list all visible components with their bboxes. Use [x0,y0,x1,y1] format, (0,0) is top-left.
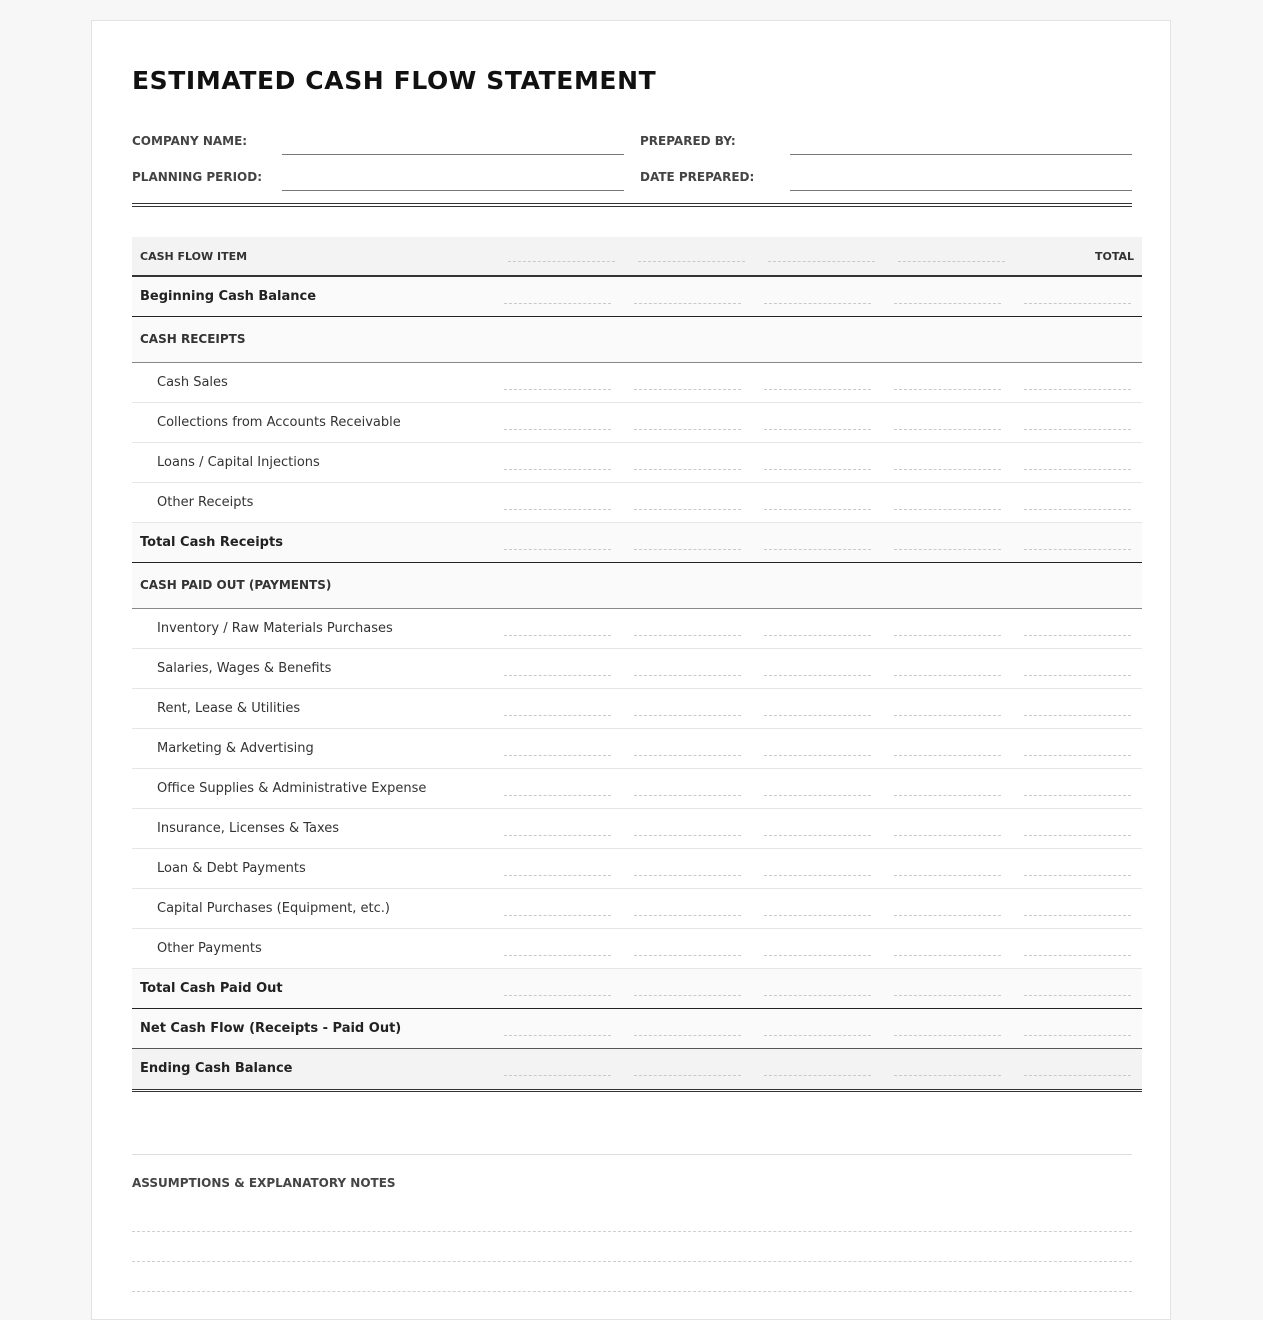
amount-cell[interactable] [752,482,882,522]
amount-cell[interactable] [492,768,622,808]
row-label: Salaries, Wages & Benefits [157,660,332,676]
amount-cell[interactable] [492,928,622,968]
company-name-line[interactable] [282,154,624,155]
total-cell[interactable] [1012,608,1142,648]
period-header[interactable] [752,237,882,276]
amount-cell[interactable] [882,402,1012,442]
table-row [132,482,1142,522]
row-label: Other Payments [157,940,262,956]
amount-cell[interactable] [622,688,752,728]
amount-cell[interactable] [882,728,1012,768]
row-label: Marketing & Advertising [157,740,314,756]
amount-cell[interactable] [492,442,622,482]
amount-cell[interactable] [492,276,622,316]
section-label: CASH PAID OUT (PAYMENTS) [140,578,332,592]
total-cell[interactable] [1012,522,1142,562]
amount-cell[interactable] [492,362,622,402]
amount-cell[interactable] [492,1008,622,1048]
amount-cell[interactable] [622,728,752,768]
planning-period-field[interactable] [132,164,624,184]
table-row [132,608,1142,648]
amount-cell[interactable] [622,648,752,688]
amount-cell[interactable] [752,648,882,688]
amount-cell[interactable] [492,482,622,522]
amount-cell[interactable] [492,888,622,928]
period-header[interactable] [492,237,622,276]
net-cash-flow-row [132,1008,1142,1048]
amount-cell[interactable] [622,888,752,928]
amount-cell[interactable] [882,848,1012,888]
amount-cell[interactable] [882,808,1012,848]
amount-cell[interactable] [622,362,752,402]
cash-flow-table [132,237,1142,1092]
amount-cell[interactable] [752,402,882,442]
amount-cell[interactable] [622,808,752,848]
date-prepared-label: DATE PREPARED: [640,170,755,184]
amount-cell[interactable] [492,848,622,888]
total-cell[interactable] [1012,968,1142,1008]
amount-cell[interactable] [882,522,1012,562]
row-label: Rent, Lease & Utilities [157,700,301,716]
amount-cell[interactable] [752,276,882,316]
date-prepared-line[interactable] [790,190,1132,191]
total-cell[interactable] [1012,768,1142,808]
amount-cell[interactable] [882,276,1012,316]
total-cell[interactable] [1012,688,1142,728]
amount-cell[interactable] [492,1048,622,1090]
total-cell[interactable] [1012,808,1142,848]
header-divider [132,203,1132,207]
row-label: Beginning Cash Balance [140,288,317,304]
document-page [91,20,1171,1320]
table-row [132,768,1142,808]
table-header-row [132,237,1142,276]
row-label: Loans / Capital Injections [157,454,320,470]
period-header[interactable] [622,237,752,276]
amount-cell[interactable] [882,482,1012,522]
amount-cell[interactable] [752,968,882,1008]
table-row [132,648,1142,688]
amount-cell[interactable] [882,928,1012,968]
notes-divider [132,1154,1132,1155]
row-label: Insurance, Licenses & Taxes [157,820,340,836]
amount-cell[interactable] [882,1008,1012,1048]
total-cell[interactable] [1012,362,1142,402]
amount-cell[interactable] [622,928,752,968]
notes-title: ASSUMPTIONS & EXPLANATORY NOTES [132,1176,396,1190]
amount-cell[interactable] [752,768,882,808]
amount-cell[interactable] [752,1008,882,1048]
section-label: CASH RECEIPTS [140,332,246,346]
total-cell[interactable] [1012,648,1142,688]
table-row [132,728,1142,768]
period-header[interactable] [882,237,1012,276]
table-row [132,888,1142,928]
amount-cell[interactable] [752,888,882,928]
note-line[interactable] [132,1291,1132,1292]
amount-cell[interactable] [752,728,882,768]
row-label: Cash Sales [157,374,228,390]
total-cell[interactable] [1012,276,1142,316]
row-label: Office Supplies & Administrative Expense [157,780,427,796]
prepared-by-field[interactable] [640,128,1132,148]
amount-cell[interactable] [622,848,752,888]
total-cell[interactable] [1012,1048,1142,1090]
amount-cell[interactable] [752,848,882,888]
total-receipts-row [132,522,1142,562]
amount-cell[interactable] [492,728,622,768]
row-label: Capital Purchases (Equipment, etc.) [157,900,391,916]
amount-cell[interactable] [622,608,752,648]
beginning-balance-row [132,276,1142,316]
amount-cell[interactable] [492,808,622,848]
prepared-by-label: PREPARED BY: [640,134,736,148]
total-cell[interactable] [1012,1008,1142,1048]
row-label: Net Cash Flow (Receipts - Paid Out) [140,1020,402,1036]
prepared-by-line[interactable] [790,154,1132,155]
amount-cell[interactable] [882,442,1012,482]
amount-cell[interactable] [752,808,882,848]
table-row [132,848,1142,888]
ending-balance-row [132,1048,1142,1090]
row-label: Total Cash Receipts [140,534,283,550]
total-cell[interactable] [1012,928,1142,968]
date-prepared-field[interactable] [640,164,1132,184]
total-cell[interactable] [1012,482,1142,522]
amount-cell[interactable] [752,442,882,482]
row-label: Other Receipts [157,494,254,510]
amount-cell[interactable] [622,768,752,808]
total-paid-out-row [132,968,1142,1008]
total-cell[interactable] [1012,402,1142,442]
row-label: Ending Cash Balance [140,1061,293,1076]
row-label: Inventory / Raw Materials Purchases [157,620,393,636]
table-row [132,928,1142,968]
amount-cell[interactable] [492,608,622,648]
amount-cell[interactable] [882,688,1012,728]
amount-cell[interactable] [622,1008,752,1048]
total-cell[interactable] [1012,848,1142,888]
table-row [132,688,1142,728]
table-row [132,808,1142,848]
amount-cell[interactable] [622,442,752,482]
table-row [132,442,1142,482]
amount-cell[interactable] [882,608,1012,648]
amount-cell[interactable] [882,648,1012,688]
amount-cell[interactable] [492,402,622,442]
amount-cell[interactable] [752,1048,882,1090]
company-name-label: COMPANY NAME: [132,134,248,148]
amount-cell[interactable] [492,648,622,688]
table-row [132,362,1142,402]
section-header-receipts [132,316,1142,362]
amount-cell[interactable] [622,1048,752,1090]
amount-cell[interactable] [492,968,622,1008]
table-row [132,402,1142,442]
amount-cell[interactable] [492,688,622,728]
amount-cell[interactable] [752,688,882,728]
cash-flow-item-header: CASH FLOW ITEM [140,249,248,263]
page-title: ESTIMATED CASH FLOW STATEMENT [132,66,657,95]
row-label: Total Cash Paid Out [140,980,283,996]
total-cell[interactable] [1012,442,1142,482]
amount-cell[interactable] [882,968,1012,1008]
amount-cell[interactable] [882,362,1012,402]
amount-cell[interactable] [752,928,882,968]
note-line[interactable] [132,1261,1132,1262]
planning-period-line[interactable] [282,190,624,191]
amount-cell[interactable] [622,482,752,522]
amount-cell[interactable] [622,402,752,442]
company-name-field[interactable] [132,128,624,148]
amount-cell[interactable] [752,608,882,648]
amount-cell[interactable] [622,522,752,562]
section-header-payments [132,562,1142,608]
total-cell[interactable] [1012,728,1142,768]
row-label: Loan & Debt Payments [157,860,306,876]
total-cell[interactable] [1012,888,1142,928]
amount-cell[interactable] [622,276,752,316]
amount-cell[interactable] [492,522,622,562]
row-label: Collections from Accounts Receivable [157,414,401,430]
amount-cell[interactable] [752,362,882,402]
amount-cell[interactable] [882,1048,1012,1090]
amount-cell[interactable] [752,522,882,562]
amount-cell[interactable] [882,888,1012,928]
planning-period-label: PLANNING PERIOD: [132,170,263,184]
total-header: TOTAL [1094,249,1134,263]
amount-cell[interactable] [622,968,752,1008]
note-line[interactable] [132,1231,1132,1232]
amount-cell[interactable] [882,768,1012,808]
